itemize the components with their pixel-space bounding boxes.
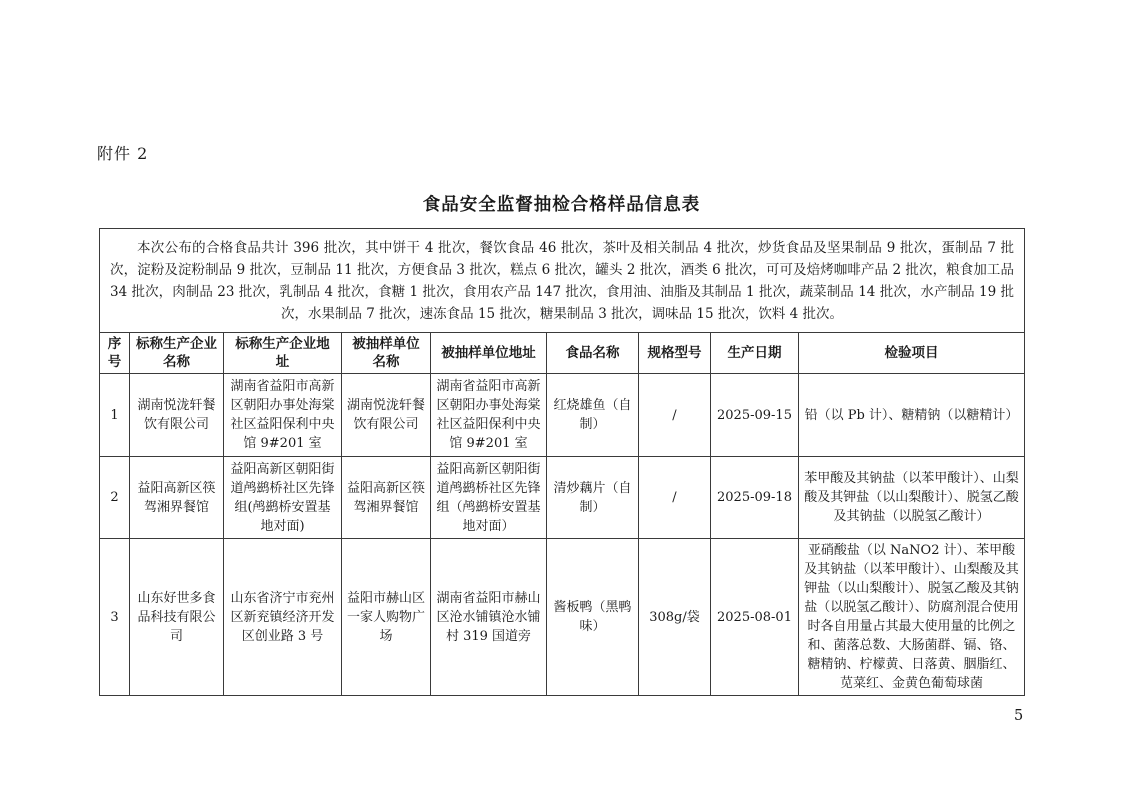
summary-row [100,229,1025,333]
column-header-sampled-unit-address: 被抽样单位地址 [431,333,547,374]
column-header-food-name: 食品名称 [547,333,639,374]
table-row [100,457,1025,539]
cell-producer-address: 山东省济宁市兖州区新兖镇经济开发区创业路 3 号 [224,539,342,696]
sample-info-table [99,228,1025,696]
cell-spec-model: / [639,374,711,457]
cell-inspection-items: 铅（以 Pb 计）、糖精钠（以糖精计） [799,374,1025,457]
cell-producer-address: 湖南省益阳市高新区朝阳办事处海棠社区益阳保利中央馆 9#201 室 [224,374,342,457]
cell-sampled-unit-address: 湖南省益阳市高新区朝阳办事处海棠社区益阳保利中央馆 9#201 室 [431,374,547,457]
summary-paragraph: 本次公布的合格食品共计 396 批次，其中饼干 4 批次，餐饮食品 46 批次，茶叶及相关制品 4 批次，炒货食品及坚果制品 9 批次，蛋制品 7 批次，淀粉及淀粉制品 9 批次，豆制品 11 批次，方便食品 3 批次，糕点 6 批次，罐头 2 批次，酒类 6 批次，可可及焙烤咖啡产品 2 批次，粮食加工品 34 批次，肉制品 23 批次，乳制品 4 批次，食糖 1 批次，食用农产品 147 批次，食用油、油脂及其制品 1 批次，蔬菜制品 14 批次，水产制品 19 批次，水果制品 7 批次，速冻食品 15 批次，糖果制品 3 批次，调味品 15 批次，饮料 4 批次。 [110,239,1015,322]
summary-cell [100,229,1025,333]
cell-seq: 1 [100,374,130,457]
cell-food-name: 清炒藕片（自制） [547,457,639,539]
column-header-producer-name: 标称生产企业名称 [130,333,224,374]
cell-spec-model: 308g/袋 [639,539,711,696]
cell-seq: 2 [100,457,130,539]
cell-production-date: 2025-08-01 [711,539,799,696]
table-header-row [100,333,1025,374]
page-number: 5 [1014,708,1024,724]
cell-producer-address: 益阳高新区朝阳街道鸬鹚桥社区先锋组(鸬鹚桥安置基地对面) [224,457,342,539]
cell-production-date: 2025-09-18 [711,457,799,539]
cell-producer-name: 益阳高新区筷驾湘界餐馆 [130,457,224,539]
cell-sampled-unit-address: 益阳高新区朝阳街道鸬鹚桥社区先锋组（鸬鹚桥安置基地对面） [431,457,547,539]
cell-spec-model: / [639,457,711,539]
cell-food-name: 酱板鸭（黑鸭味） [547,539,639,696]
page-title: 食品安全监督抽检合格样品信息表 [422,195,701,215]
cell-sampled-unit-name: 湖南悦泷轩餐饮有限公司 [342,374,431,457]
column-header-producer-address: 标称生产企业地址 [224,333,342,374]
cell-seq: 3 [100,539,130,696]
cell-production-date: 2025-09-15 [711,374,799,457]
attachment-label: 附件 2 [97,144,149,163]
cell-sampled-unit-name: 益阳市赫山区一家人购物广场 [342,539,431,696]
table-row [100,539,1025,696]
cell-producer-name: 湖南悦泷轩餐饮有限公司 [130,374,224,457]
cell-sampled-unit-name: 益阳高新区筷驾湘界餐馆 [342,457,431,539]
column-header-seq: 序号 [100,333,130,374]
column-header-sampled-unit-name: 被抽样单位名称 [342,333,431,374]
cell-sampled-unit-address: 湖南省益阳市赫山区沧水铺镇沧水铺村 319 国道旁 [431,539,547,696]
column-header-production-date: 生产日期 [711,333,799,374]
cell-inspection-items: 亚硝酸盐（以 NaNO2 计）、苯甲酸及其钠盐（以苯甲酸计）、山梨酸及其钾盐（以山梨酸计）、脱氢乙酸及其钠盐（以脱氢乙酸计）、防腐剂混合使用时各自用量占其最大使用量的比例之和、菌落总数、大肠菌群、镉、铬、糖精钠、柠檬黄、日落黄、胭脂红、苋菜红、金黄色葡萄球菌 [799,539,1025,696]
cell-producer-name: 山东好世多食品科技有限公司 [130,539,224,696]
cell-food-name: 红烧雄鱼（自制） [547,374,639,457]
table-row [100,374,1025,457]
column-header-spec-model: 规格型号 [639,333,711,374]
column-header-inspection-items: 检验项目 [799,333,1025,374]
cell-inspection-items: 苯甲酸及其钠盐（以苯甲酸计）、山梨酸及其钾盐（以山梨酸计）、脱氢乙酸及其钠盐（以脱氢乙酸计） [799,457,1025,539]
